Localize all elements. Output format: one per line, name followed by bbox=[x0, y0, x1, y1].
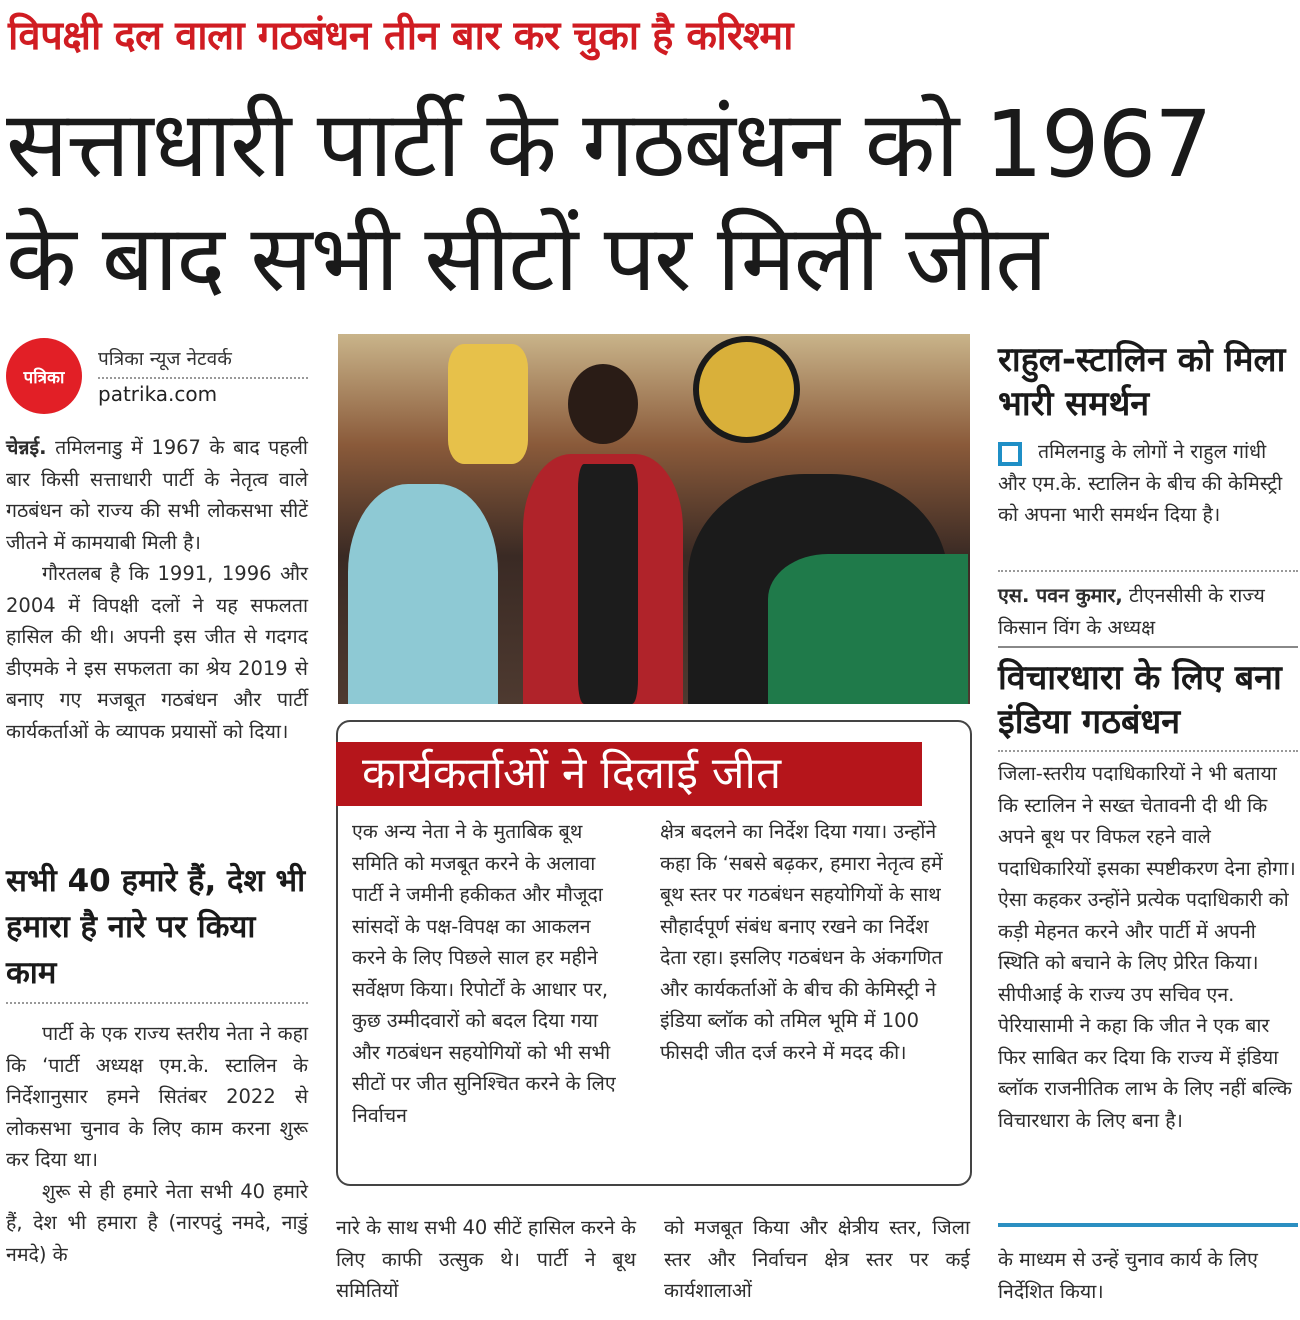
right-headline-1: राहुल-स्टालिन को मिला भारी समर्थन bbox=[998, 340, 1286, 424]
subhead-divider bbox=[6, 1002, 308, 1004]
saree-shape bbox=[768, 554, 968, 704]
right-headline-2: विचारधारा के लिए बना इंडिया गठबंधन bbox=[998, 658, 1282, 742]
blue-rule bbox=[998, 1223, 1298, 1227]
headline-line-1: सत्ताधारी पार्टी के गठबंधन को 1967 bbox=[6, 91, 1211, 198]
sidebar-box-title: कार्यकर्ताओं ने दिलाई जीत bbox=[336, 742, 922, 806]
intro-paragraph: चेन्नई. तमिलनाडु में 1967 के बाद पहली बार किसी सत्ताधारी पार्टी के नेतृत्व वाले गठबंधन को राज्य की सभी लोकसभा सीटें जीतने में कामयाबी मिली है। bbox=[6, 436, 308, 554]
byline-divider bbox=[98, 377, 308, 379]
bottom-column-2: को मजबूत किया और क्षेत्रीय स्तर, जिला स्तर और निर्वाचन क्षेत्र स्तर पर कई कार्यशालाओं bbox=[664, 1216, 970, 1302]
headline-line-2: के बाद सभी सीटों पर मिली जीत bbox=[6, 205, 1046, 312]
quote-text: तमिलनाडु के लोगों ने राहुल गांधी और एम.के. स्टालिन के बीच की केमिस्ट्री को अपना भारी समर्थन दिया है। bbox=[998, 440, 1283, 526]
person-head bbox=[568, 364, 638, 444]
section-divider bbox=[998, 646, 1298, 648]
box-column-1: एक अन्य नेता ने के मुताबिक बूथ समिति को मजबूत करने के अलावा पार्टी ने जमीनी हकीकत और मौजूदा सांसदों के पक्ष-विपक्ष का आकलन करने के लिए पिछले साल हर महीने सर्वेक्षण किया। रिपोर्टों के आधार पर, कुछ उम्मीदवारों को बदल दिया गया और गठबंधन सहयोगियों को भी सभी सीटों पर जीत सुनिश्चित करने के लिए निर्वाचन bbox=[352, 820, 616, 1127]
right-bottom-text: के माध्यम से उन्हें चुनाव कार्य के लिए निर्देशित किया। bbox=[998, 1248, 1258, 1303]
patrika-logo: पत्रिका bbox=[6, 338, 82, 414]
bottom-column-1: नारे के साथ सभी 40 सीटें हासिल करने के लिए काफी उत्सुक थे। पार्टी ने बूथ समितियों bbox=[336, 1216, 636, 1302]
byline-network: पत्रिका न्यूज नेटवर्क bbox=[98, 348, 232, 370]
person-left bbox=[348, 484, 498, 704]
left-subhead: सभी 40 हमारे हैं, देश भी हमारा है नारे पर किया काम bbox=[6, 863, 306, 991]
kicker-headline: विपक्षी दल वाला गठबंधन तीन बार कर चुका है करिश्मा bbox=[8, 13, 793, 59]
main-headline bbox=[6, 88, 1296, 316]
dateline: चेन्नई. bbox=[6, 436, 47, 459]
paragraph-4: शुरू से ही हमारे नेता सभी 40 हमारे हैं, देश भी हमारा है (नारपदुं नमदे, नाडुं नमदे) के bbox=[6, 1179, 308, 1266]
byline-site: patrika.com bbox=[98, 382, 218, 406]
person-scarf bbox=[578, 464, 638, 704]
attribution-name: एस. पवन कुमार, bbox=[998, 584, 1123, 607]
quote-attribution bbox=[998, 580, 1298, 643]
quote-divider bbox=[998, 570, 1298, 572]
attribution-role: टीएनसीसी के राज्य किसान विंग के अध्यक्ष bbox=[998, 584, 1265, 639]
paragraph-2: गौरतलब है कि 1991, 1996 और 2004 में विपक्षी दलों ने यह सफलता हासिल की थी। अपनी इस जीत से गदगद डीएमके ने इस सफलता का श्रेय 2019 से बनाए गए मजबूत गठबंधन और पार्टी कार्यकर्ताओं के व्यापक प्रयासों को दिया। bbox=[6, 562, 308, 743]
box-column-2: क्षेत्र बदलने का निर्देश दिया गया। उन्होंने कहा कि ‘सबसे बढ़कर, हमारा नेतृत्व हमें बूथ स्तर पर गठबंधन सहयोगियों के साथ सौहार्दपूर्ण संबंध बनाए रखने का निर्देश देता रहा। इसलिए गठबंधन के अंकगणित और कार्यकर्ताओं के बीच की केमिस्ट्री ने इंडिया ब्लॉक को तमिल भूमि में 100 फीसदी जीत दर्ज करने में मदद की। bbox=[660, 820, 943, 1064]
headline-divider bbox=[998, 750, 1298, 752]
left-column-bottom bbox=[6, 1018, 308, 1270]
left-column-top bbox=[6, 432, 308, 747]
paragraph-3: पार्टी के एक राज्य स्तरीय नेता ने कहा कि ‘पार्टी अध्यक्ष एम.के. स्टालिन के निर्देशानुसार हमने सितंबर 2022 से लोकसभा चुनाव के लिए काम करना शुरू कर दिया था। bbox=[6, 1022, 308, 1171]
celebration-photo bbox=[338, 334, 970, 704]
poster-shape bbox=[448, 344, 528, 464]
poster-shape bbox=[693, 336, 800, 443]
right-body: जिला-स्तरीय पदाधिकारियों ने भी बताया कि स्टालिन ने सख्त चेतावनी दी थी कि अपने बूथ पर विफल रहने वाले पदाधिकारियों इसका स्पष्टीकरण देना होगा। ऐसा कहकर उन्होंने प्रत्येक पदाधिकारी को कड़ी मेहनत करने और पार्टी में अपनी स्थिति को बचाने के लिए प्रेरित किया। सीपीआई के राज्य उप सचिव एन. पेरियासामी ने कहा कि जीत ने एक बार फिर साबित कर दिया कि राज्य में इंडिया ब्लॉक राजनीतिक लाभ के लिए नहीं बल्कि विचारधारा के लिए बना है। bbox=[998, 762, 1296, 1132]
